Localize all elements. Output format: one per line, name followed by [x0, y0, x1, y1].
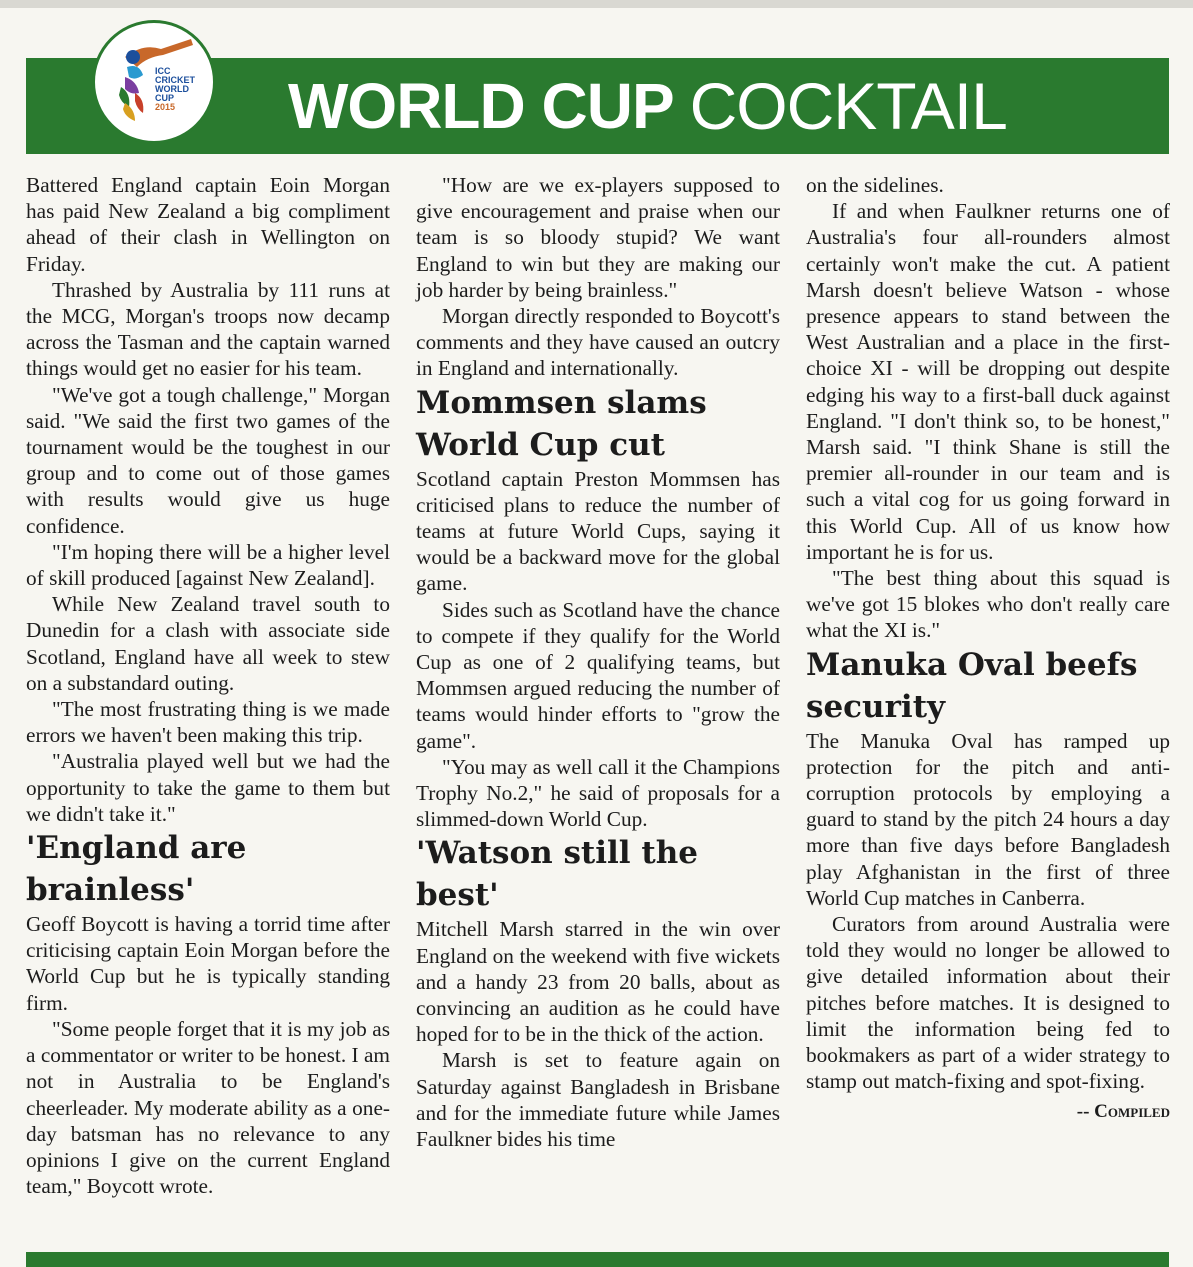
batsman-figure-icon	[95, 23, 213, 141]
section-heading: Mommsen slams World Cup cut	[416, 384, 707, 463]
section-heading: Manuka Oval beefs security	[806, 646, 1138, 725]
paragraph: Marsh is set to feature again on Saturday against Bangladesh in Brisbane and for the immediate future while James Faulkner bides his time	[416, 1048, 780, 1152]
paragraph: on the sidelines.	[806, 173, 944, 197]
paragraph: "The best thing about this squad is we've got 15 blokes who don't really care what the XI is."	[806, 566, 1170, 643]
article-column-3	[806, 172, 1170, 1230]
section-heading: 'England are brainless'	[26, 830, 247, 909]
paragraph: Thrashed by Australia by 111 runs at the MCG, Morgan's troops now decamp across the Tasman and the captain warned things would get no easier for his team.	[26, 277, 390, 381]
paragraph: "The most frustrating thing is we made errors we haven't been making this trip.	[26, 697, 390, 748]
top-border-strip	[0, 0, 1193, 8]
byline-credit: -- Compiled	[1076, 1100, 1170, 1122]
logo-wordmark: ICC CRICKET WORLD CUP 2015	[155, 66, 195, 112]
article-column-2	[416, 172, 780, 1230]
paragraph: "Some people forget that it is my job as a commentator or writer to be honest. I am not in Australia to be England's cheerleader. My moderate ability as a one-day batsman has no relevance to any opinions I give on the current England team," Boycott wrote.	[26, 1016, 390, 1199]
cricket-world-cup-logo-icon	[92, 20, 216, 144]
section-heading: 'Watson still the best'	[416, 835, 698, 914]
article-column-1	[26, 172, 390, 1230]
title-bold-part: WORLD CUP	[288, 70, 674, 142]
paragraph: "We've got a tough challenge," Morgan said. "We said the first two games of the tournament would be the toughest in our group and to come out of those games with results would give us huge confidence.	[26, 382, 390, 538]
paragraph: While New Zealand travel south to Dunedin for a clash with associate side Scotland, England have all week to stew on a substandard outing.	[26, 592, 390, 695]
paragraph: Scotland captain Preston Mommsen has criticised plans to reduce the number of teams at future World Cups, saying it would be a backward move for the global game.	[416, 466, 780, 596]
paragraph: Mitchell Marsh starred in the win over England on the weekend with five wickets and a handy 23 from 20 balls, about as convincing an audition as he could have hoped for to be in the thick of the action.	[416, 917, 780, 1047]
paragraph: If and when Faulkner returns one of Australia's four all-rounders almost certainly won't make the cut. A patient Marsh doesn't believe Watson - whose presence appears to stand between the West Australian and a place in the first-choice XI - will be dropping out despite edging his way to a first-ball duck against England. "I don't think so, to be honest," Marsh said. "I think Shane is still the premier all-rounder in our team and is such a vital cog for us going forward in this World Cup. All of us know how important he is for us.	[806, 199, 1170, 564]
paragraph: "I'm hoping there will be a higher level of skill produced [against New Zealand].	[26, 539, 390, 591]
paragraph: Sides such as Scotland have the chance to compete if they qualify for the World Cup as one of 2 qualifying teams, but Mommsen argued reducing the number of teams would hinder efforts to "grow the game".	[416, 597, 780, 753]
paragraph: The Manuka Oval has ramped up protection for the pitch and anti-corruption protocols by employing a guard to stand by the pitch 24 hours a day more than five days before Bangladesh play Afghanistan in the first of three World Cup matches in Canberra.	[806, 728, 1170, 910]
title-light-part: COCKTAIL	[689, 69, 1007, 143]
paragraph: "How are we ex-players supposed to give encouragement and praise when our team is so bloody stupid? We want England to win but they are making our job harder by being brainless."	[416, 173, 780, 302]
page-title	[288, 62, 1007, 150]
paragraph: Battered England captain Eoin Morgan has paid New Zealand a big compliment ahead of their clash in Wellington on Friday.	[26, 173, 390, 276]
paragraph: Curators from around Australia were told they would no longer be allowed to give detailed information about their pitches before matches. It is designed to limit the information being fed to bookmakers as part of a wider strategy to stamp out match-fixing and spot-fixing.	[806, 912, 1170, 1094]
paragraph: "You may as well call it the Champions Trophy No.2," he said of proposals for a slimmed-down World Cup.	[416, 754, 780, 832]
paragraph: Geoff Boycott is having a torrid time after criticising captain Eoin Morgan before the World Cup but he is typically standing firm.	[26, 912, 390, 1015]
bottom-border-strip	[26, 1252, 1169, 1267]
paragraph: Morgan directly responded to Boycott's comments and they have caused an outcry in England and internationally.	[416, 304, 780, 381]
paragraph: "Australia played well but we had the opportunity to take the game to them but we didn't take it."	[26, 749, 390, 826]
